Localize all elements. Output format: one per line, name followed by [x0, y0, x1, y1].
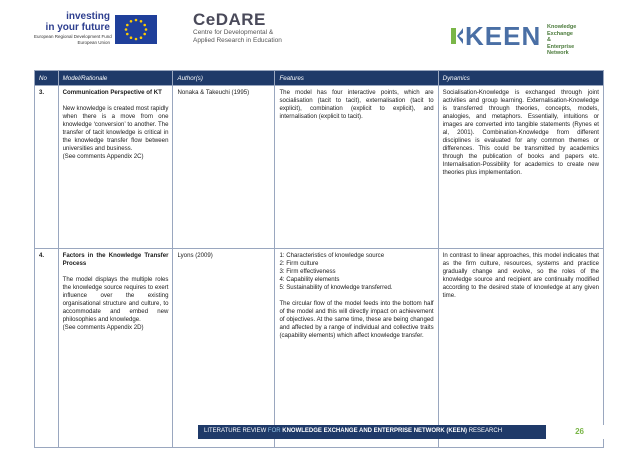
features-cell [275, 249, 438, 448]
table-row [35, 86, 604, 249]
cedare-subtitle-2: Applied Research in Education [193, 37, 282, 44]
keen-tagline-1: Knowledge [547, 24, 577, 30]
keen-wordmark: KEEN [465, 21, 542, 51]
features-cell: The model has four interactive points, which are socialisation (tacit to tacit), externalisation (tacit to explicit), combination (explicit to explicit), and internalisation (explicit to tacit). [275, 86, 438, 249]
model-cell [58, 249, 173, 448]
eu-line4: European Union [77, 40, 110, 45]
page-number: 26 [575, 427, 584, 436]
eu-line2: in your future [45, 22, 110, 33]
dynamics-cell: Socialisation-Knowledge is exchanged through joint activities and group learning. Externalisation-Knowledge is transferred through theories, concepts, models, analogies, and metaphors. Essentially, intuitions or images are converted into tangible statements (Rynes et al, 2001). Combination-Knowledge from different disciplines is evaluated for any common themes or differences. This could be transmitted by academics through the publication of books and papers etc. Internalisation-Possibility for academics to create new theories plus implementation. [438, 86, 603, 249]
authors-cell: Nonaka & Takeuchi (1995) [173, 86, 275, 249]
authors-cell: Lyons (2009) [173, 249, 275, 448]
dynamics-cell: In contrast to linear approaches, this model indicates that as the firm culture, resources, systems and practice gradually change and evolve, so the roles of the knowledge source and recipient are continually modified according to the desired state of knowledge at any given time. [438, 249, 603, 448]
eu-logo [34, 12, 154, 52]
footer-part2: FOR [266, 428, 283, 434]
keen-tagline-3: & Enterprise [547, 37, 575, 50]
header-authors: Author(s) [173, 71, 275, 86]
features-list-item: 4: Capability elements [279, 276, 340, 283]
keen-mark-icon [451, 28, 463, 44]
footer-part4: RESEARCH [467, 428, 503, 434]
row-number: 3. [35, 86, 59, 249]
table-row [35, 249, 604, 448]
keen-logo [465, 21, 577, 56]
cedare-subtitle-1: Centre for Developmental & [193, 29, 274, 36]
features-list-item: 1: Characteristics of knowledge source [279, 252, 385, 259]
page-footer [198, 425, 604, 439]
eu-logo-text [34, 12, 110, 45]
eu-flag-icon [115, 15, 157, 44]
eu-line1: investing [66, 11, 110, 22]
keen-tagline-4: Network [547, 50, 569, 56]
page-number-box [545, 425, 604, 439]
model-title: Communication Perspective of KT [62, 89, 162, 96]
features-list-item: 3: Firm effectiveness [279, 268, 336, 275]
features-list-item: 5: Sustainability of knowledge transferred. [279, 284, 393, 291]
table-header-row [35, 71, 604, 86]
model-title: Factors in the Knowledge Transfer Process [62, 252, 169, 267]
footer-part1: LITERATURE REVIEW [204, 428, 267, 434]
features-paragraph: The circular flow of the model feeds into the bottom half of the model and this will directly impact on achievement of objectives. At the same time, these are being changed and affected by a range of individual and collective traits (capability elements) which affect knowledge transfer. [279, 300, 434, 339]
model-ref: (See comments Appendix 2C) [62, 153, 144, 160]
page-header [0, 0, 638, 60]
eu-line3: European Regional Development Fund [34, 34, 112, 39]
features-list-item: 2: Firm culture [279, 260, 319, 267]
model-ref: (See comments Appendix 2D) [62, 324, 144, 331]
cedare-title: CeDARE [193, 10, 266, 29]
model-body: New knowledge is created most rapidly when there is a move from one knowledge ‘conversion’ to another. The transfer of tacit knowledge is critical in the knowledge transfer flow between universities and business. [62, 105, 169, 152]
keen-tagline [547, 24, 576, 57]
header-features: Features [275, 71, 438, 86]
cedare-logo [193, 10, 282, 45]
keen-tagline-2: Exchange [547, 30, 573, 37]
header-no: No [35, 71, 59, 86]
model-body: The model displays the multiple roles the knowledge source requires to exert influence over the existing organisational structure and culture, to accommodate and embed new philosophies and knowledge. [62, 276, 169, 323]
footer-part3: KNOWLEDGE EXCHANGE AND ENTERPRISE NETWORK (KEEN) [282, 428, 468, 434]
footer-title [204, 428, 502, 434]
header-model: Model/Rationale [58, 71, 173, 86]
row-number: 4. [35, 249, 59, 448]
model-cell [58, 86, 173, 249]
header-dynamics: Dynamics [438, 71, 603, 86]
models-table [34, 70, 604, 448]
